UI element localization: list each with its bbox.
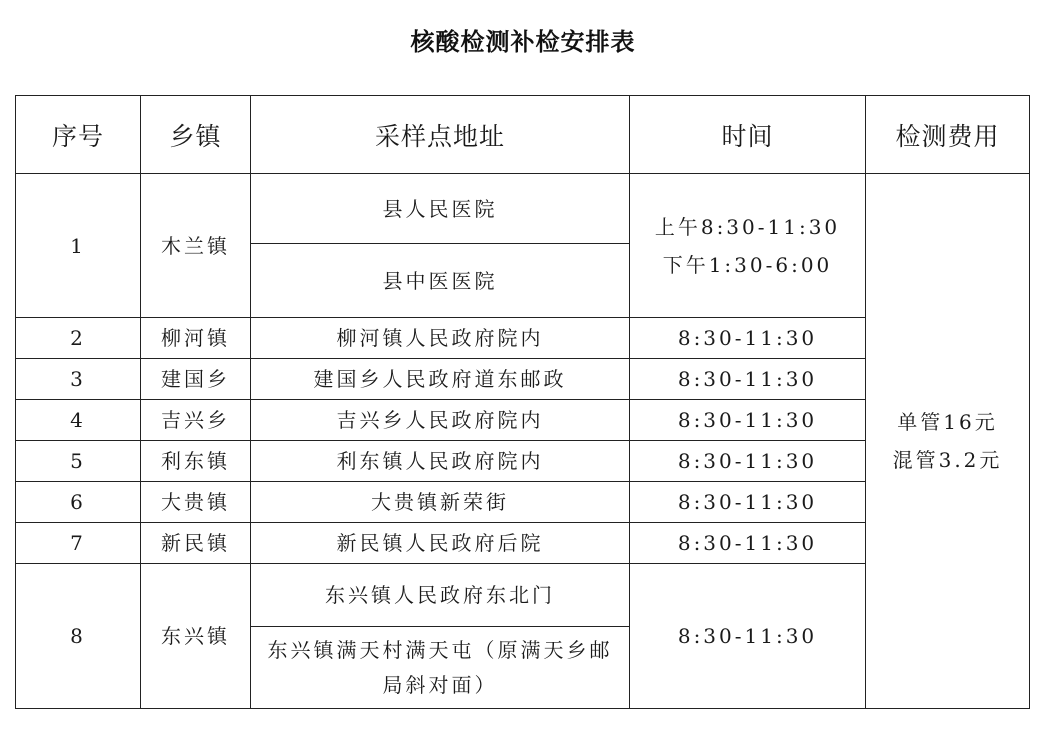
header-seq: 序号: [16, 96, 141, 174]
cell-address: 大贵镇新荣街: [251, 482, 630, 523]
cell-seq: 2: [16, 318, 141, 359]
cell-address: 利东镇人民政府院内: [251, 441, 630, 482]
cell-seq: 8: [16, 564, 141, 709]
cell-time: 8:30-11:30: [630, 318, 866, 359]
cell-town: 木兰镇: [141, 174, 251, 318]
cell-time: 8:30-11:30: [630, 523, 866, 564]
cell-seq: 6: [16, 482, 141, 523]
cell-seq: 1: [16, 174, 141, 318]
cell-time-text: 上午8:30-11:30下午1:30-6:00: [654, 214, 841, 277]
cell-address-text: 东兴镇满天村满天屯（原满天乡邮局斜对面）: [267, 637, 613, 697]
cell-address: 建国乡人民政府道东邮政: [251, 359, 630, 400]
cell-address: [251, 627, 630, 709]
cell-fee: [866, 174, 1030, 709]
header-address: 采样点地址: [251, 96, 630, 174]
fee-mixed: 混管3.2元: [892, 448, 1003, 472]
cell-seq: 3: [16, 359, 141, 400]
cell-address: 新民镇人民政府后院: [251, 523, 630, 564]
table-row: [16, 174, 1030, 244]
cell-town: 东兴镇: [141, 564, 251, 709]
cell-town: 大贵镇: [141, 482, 251, 523]
schedule-table: [15, 95, 1030, 709]
header-town: 乡镇: [141, 96, 251, 174]
cell-town: 建国乡: [141, 359, 251, 400]
page-title: 核酸检测补检安排表: [410, 28, 636, 56]
cell-seq: 5: [16, 441, 141, 482]
cell-town: 吉兴乡: [141, 400, 251, 441]
cell-time: 8:30-11:30: [630, 359, 866, 400]
cell-time: 8:30-11:30: [630, 564, 866, 709]
cell-address: 吉兴乡人民政府院内: [251, 400, 630, 441]
cell-address: 县中医医院: [251, 244, 630, 318]
header-fee: 检测费用: [866, 96, 1030, 174]
cell-town: 利东镇: [141, 441, 251, 482]
fee-single: 单管16元: [897, 410, 998, 434]
cell-seq: 4: [16, 400, 141, 441]
cell-town: 柳河镇: [141, 318, 251, 359]
cell-time: [630, 174, 866, 318]
cell-time: 8:30-11:30: [630, 441, 866, 482]
cell-address: 县人民医院: [251, 174, 630, 244]
cell-address: 东兴镇人民政府东北门: [251, 564, 630, 627]
header-time: 时间: [630, 96, 866, 174]
cell-address: 柳河镇人民政府院内: [251, 318, 630, 359]
cell-town: 新民镇: [141, 523, 251, 564]
header-row: [16, 96, 1030, 174]
cell-time: 8:30-11:30: [630, 482, 866, 523]
cell-seq: 7: [16, 523, 141, 564]
cell-time: 8:30-11:30: [630, 400, 866, 441]
